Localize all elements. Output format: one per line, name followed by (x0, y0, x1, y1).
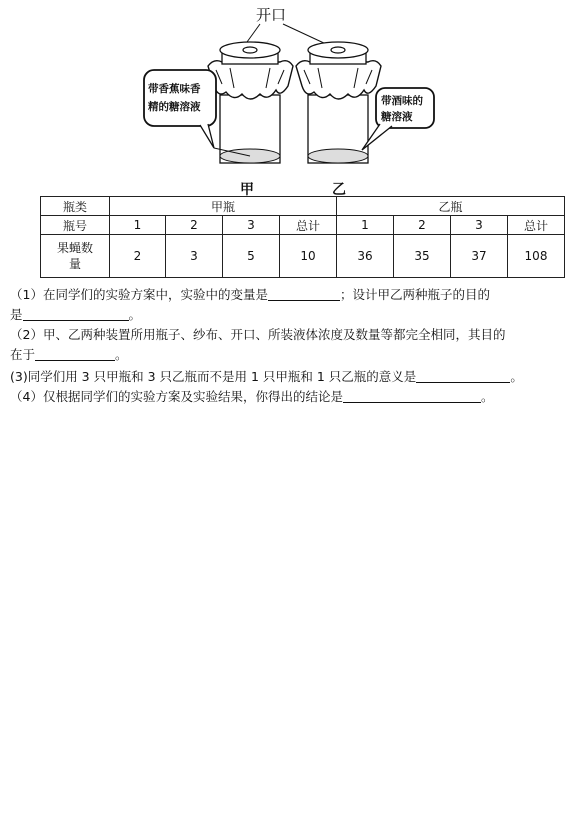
question-2-end: 。 (115, 347, 128, 362)
answer-blank-3[interactable] (416, 370, 510, 383)
header-group-a: 甲瓶 (110, 197, 337, 216)
bottle-number-cell: 3 (451, 216, 508, 235)
pointer-line-right (283, 24, 326, 44)
question-1-text-b: ；设计甲乙两种瓶子的目的 (339, 287, 490, 302)
bottle-number-cell: 2 (394, 216, 451, 235)
callout-left-line1: 带香蕉味香 (148, 83, 201, 95)
fly-count-cell: 5 (223, 235, 280, 278)
header-bottle-number: 瓶号 (41, 216, 110, 235)
opening-label: 开口 (256, 6, 287, 24)
answer-blank-4[interactable] (343, 390, 481, 403)
bottle-number-cell: 1 (110, 216, 166, 235)
callout-right-line1: 带酒味的 (381, 95, 423, 107)
answer-blank-1b[interactable] (23, 308, 129, 321)
answer-blank-2[interactable] (35, 348, 115, 361)
question-2-text-b: 在于 (10, 347, 36, 362)
fly-count-cell: 3 (166, 235, 223, 278)
question-1-cont (10, 305, 141, 325)
question-4 (10, 387, 493, 407)
question-2-cont (10, 345, 128, 365)
header-group-b: 乙瓶 (337, 197, 565, 216)
fly-count-cell: 35 (394, 235, 451, 278)
results-table (40, 196, 565, 278)
pointer-line-left (247, 24, 260, 42)
jar-right-label: 乙 (332, 182, 346, 198)
fly-count-cell: 37 (451, 235, 508, 278)
jar-figure (130, 0, 450, 200)
question-1-text: （1）在同学们的实验方案中，实验中的变量是 (10, 287, 268, 302)
fly-count-cell: 10 (280, 235, 337, 278)
question-1-text-c: 是 (10, 307, 23, 322)
bottle-number-cell: 2 (166, 216, 223, 235)
answer-blank-1a[interactable] (268, 288, 340, 301)
question-4-end: 。 (480, 389, 494, 404)
bottle-number-cell: 总计 (508, 216, 565, 235)
fly-count-cell: 36 (337, 235, 394, 278)
callout-right-line2: 糖溶液 (381, 111, 413, 123)
fly-count-label-line2: 量 (68, 257, 81, 271)
question-3 (10, 367, 523, 387)
callout-left-line2: 精的糖溶液 (148, 101, 201, 113)
question-4-text: （4）仅根据同学们的实验方案及实验结果，你得出的结论是 (10, 389, 343, 404)
question-3-end: 。 (510, 369, 523, 384)
header-fly-count (41, 235, 110, 278)
bottle-number-cell: 总计 (280, 216, 337, 235)
bottle-number-cell: 3 (223, 216, 280, 235)
question-1-end: 。 (128, 307, 142, 322)
bottle-number-cell: 1 (337, 216, 394, 235)
fly-count-label-line1: 果蝇数 (56, 241, 93, 255)
fly-count-cell: 108 (508, 235, 565, 278)
question-1 (10, 285, 490, 305)
callout-right (362, 88, 434, 150)
jar-left-label: 甲 (240, 182, 254, 198)
jar-left (208, 42, 293, 163)
question-2 (10, 325, 505, 345)
fly-count-cell: 2 (110, 235, 166, 278)
question-3-text: (3)同学们用 3 只甲瓶和 3 只乙瓶而不是用 1 只甲瓶和 1 只乙瓶的意义是 (10, 369, 417, 384)
question-2-text: （2）甲、乙两种装置所用瓶子、纱布、开口、所装液体浓度及数量等都完全相同，其目的 (10, 327, 506, 342)
header-bottle-type: 瓶类 (41, 197, 110, 216)
